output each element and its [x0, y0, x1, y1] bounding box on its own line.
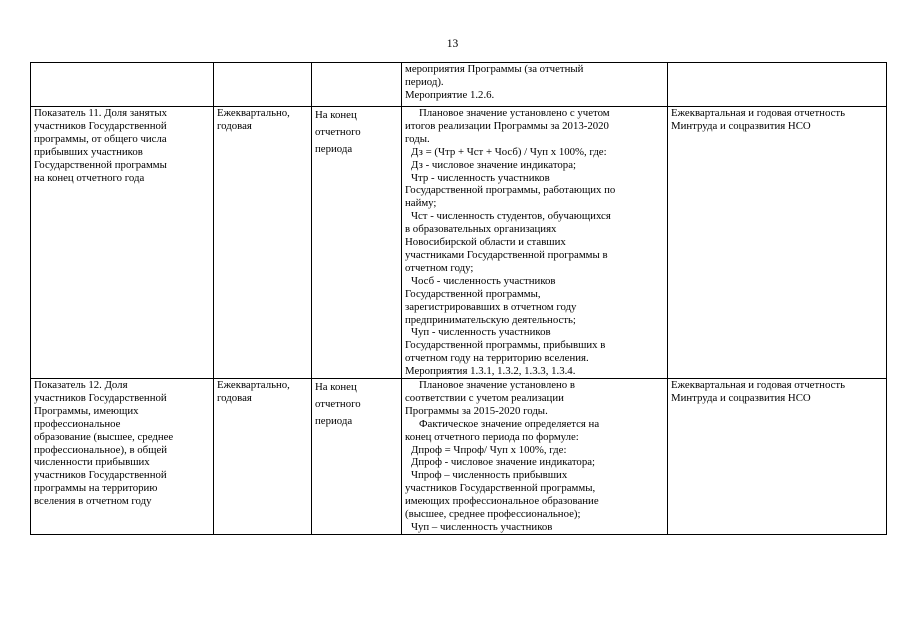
method-line: Фактическое значение определяется на [419, 417, 600, 430]
method-cell [402, 107, 668, 379]
table-row-indicator-11 [31, 107, 887, 379]
method-line: участниками Государственной программы в [405, 248, 608, 261]
source-line: Ежеквартальная и годовая отчетность [671, 107, 846, 119]
period-line: периода [315, 143, 353, 155]
source-cell [668, 63, 887, 107]
indicator-line: программы на территорию [34, 482, 158, 495]
method-cell [402, 63, 668, 107]
frequency-cell [214, 63, 312, 107]
indicator-line: Государственной программы [34, 158, 167, 171]
period-line: отчетного [315, 126, 361, 138]
method-line: Чуп - численность участников [411, 326, 551, 339]
frequency-line: Ежеквартально, [217, 107, 290, 119]
period-line: отчетного [315, 398, 361, 411]
source-line: Минтруда и соцразвития НСО [671, 119, 811, 132]
method-line: найму; [405, 197, 437, 210]
method-line: итогов реализации Программы за 2013-2020 [405, 119, 609, 132]
source-line: Ежеквартальная и годовая отчетность [671, 379, 846, 392]
method-line: Плановое значение установлено в [419, 379, 575, 392]
source-cell [668, 107, 887, 379]
method-line: Дз - числовое значение индикатора; [411, 158, 576, 171]
indicator-line: профессиональное), в общей [34, 443, 168, 456]
method-line: (высшее, среднее профессиональное); [405, 508, 581, 521]
indicator-cell [31, 107, 214, 379]
indicator-line: на конец отчетного года [34, 171, 145, 184]
indicator-line: Показатель 12. Доля [34, 379, 128, 392]
frequency-cell [214, 379, 312, 535]
period-line: На конец [315, 109, 357, 121]
method-line: Мероприятие 1.2.6. [405, 88, 495, 101]
method-line: Чст - численность студентов, обучающихся [411, 210, 611, 223]
method-line: отчетном году; [405, 261, 474, 274]
indicator-line: программы, от общего числа [34, 132, 167, 145]
indicator-line: Программы, имеющих [34, 404, 139, 417]
indicator-line: численности прибывших [34, 456, 150, 469]
indicator-cell [31, 63, 214, 107]
method-line: предпринимательскую деятельность; [405, 313, 576, 326]
frequency-line: годовая [217, 391, 252, 404]
indicator-line: участников Государственной [34, 391, 167, 404]
method-line: Чтр - численность участников [411, 171, 550, 184]
method-line: Дпроф - числовое значение индикатора; [411, 456, 596, 469]
period-cell [312, 107, 402, 379]
method-line: мероприятия Программы (за отчетный [405, 63, 584, 75]
method-line: Государственной программы, [405, 287, 541, 300]
method-line: Чуп – численность участников [411, 521, 553, 533]
indicator-line: прибывших участников [34, 145, 143, 158]
method-line: в образовательных организациях [405, 223, 557, 236]
method-line: конец отчетного периода по формуле: [405, 430, 579, 443]
indicator-line: вселения в отчетном году [34, 495, 152, 508]
method-line: Государственной программы, работающих по [405, 184, 616, 197]
method-line: Чосб - численность участников [411, 274, 556, 287]
method-line: Новосибирской области и ставших [405, 236, 566, 249]
frequency-line: Ежеквартально, [217, 379, 290, 392]
method-line: годы. [405, 132, 430, 145]
frequency-line: годовая [217, 119, 252, 132]
formula-line: Дз = (Чтр + Чст + Чосб) / Чуп х 100%, где: [411, 145, 607, 158]
method-line: Государственной программы, прибывших в [405, 339, 606, 352]
method-line: Программы за 2015-2020 годы. [405, 404, 548, 417]
method-line: Чпроф – численность прибывших [411, 469, 568, 482]
method-line: соответствии с учетом реализации [405, 391, 564, 404]
indicators-table [30, 62, 887, 535]
table-row-continuation [31, 63, 887, 107]
method-line: зарегистрировавших в отчетном году [405, 300, 577, 313]
method-line: отчетном году на территорию вселения. [405, 352, 589, 365]
source-cell [668, 379, 887, 535]
method-line: период). [405, 75, 444, 88]
formula-line: Дпроф = Чпроф/ Чуп х 100%, где: [411, 443, 567, 456]
period-cell [312, 63, 402, 107]
indicator-line: участников Государственной [34, 119, 167, 132]
indicator-line: участников Государственной [34, 469, 167, 482]
source-line: Минтруда и соцразвития НСО [671, 391, 811, 404]
method-line: имеющих профессиональное образование [405, 495, 599, 508]
table-row-indicator-12 [31, 379, 887, 535]
period-cell [312, 379, 402, 535]
indicator-line: профессиональное [34, 417, 121, 430]
method-cell [402, 379, 668, 535]
page-number: 13 [446, 38, 459, 50]
indicator-cell [31, 379, 214, 535]
frequency-cell [214, 107, 312, 379]
period-line: периода [315, 415, 353, 428]
period-line: На конец [315, 381, 357, 394]
method-line: участников Государственной программы, [405, 482, 596, 495]
indicator-line: образование (высшее, среднее [34, 430, 174, 443]
method-line: Мероприятия 1.3.1, 1.3.2, 1.3.3, 1.3.4. [405, 365, 576, 378]
indicator-line: Показатель 11. Доля занятых [34, 107, 168, 119]
method-line: Плановое значение установлено с учетом [419, 107, 610, 119]
